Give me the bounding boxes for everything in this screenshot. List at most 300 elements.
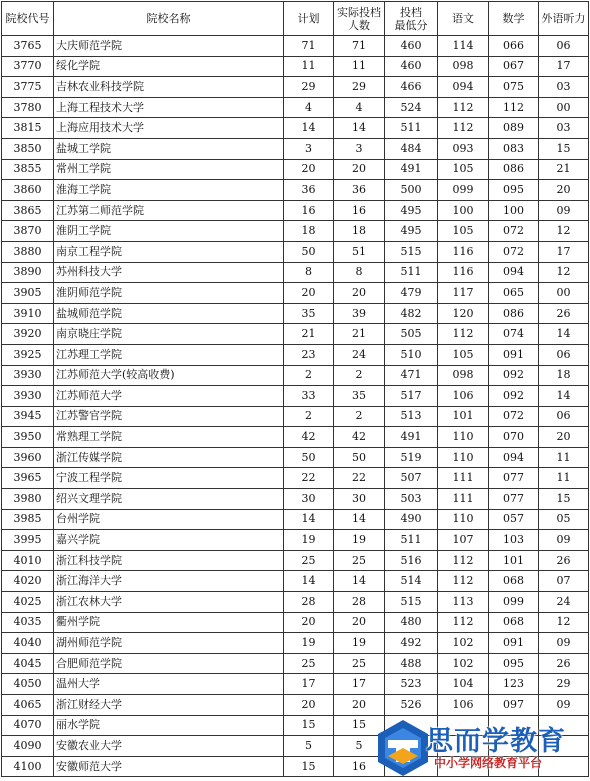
- cell-chinese: 098: [438, 56, 489, 77]
- cell-min-score: 490: [385, 509, 438, 530]
- cell-math: 057: [489, 509, 539, 530]
- cell-school-code: 3995: [2, 530, 54, 551]
- cell-actual-count: 3: [334, 138, 385, 159]
- cell-school-code: 3850: [2, 138, 54, 159]
- header-min-score: 投档 最低分: [385, 2, 438, 36]
- cell-actual-count: 29: [334, 77, 385, 98]
- cell-school-name: 安徽农业大学: [54, 736, 284, 757]
- table-row: [2, 386, 589, 407]
- cell-math: 092: [489, 386, 539, 407]
- cell-plan: 20: [284, 612, 334, 633]
- cell-actual-count: 20: [334, 695, 385, 716]
- cell-plan: 17: [284, 674, 334, 695]
- cell-foreign-listening: 18: [539, 365, 589, 386]
- cell-foreign-listening: 09: [539, 633, 589, 654]
- cell-math: 089: [489, 118, 539, 139]
- header-plan: 计划: [284, 2, 334, 36]
- cell-school-code: 3780: [2, 97, 54, 118]
- cell-school-code: 4040: [2, 633, 54, 654]
- cell-math: 086: [489, 303, 539, 324]
- cell-math: 094: [489, 262, 539, 283]
- cell-chinese: 106: [438, 695, 489, 716]
- cell-min-score: 519: [385, 447, 438, 468]
- cell-chinese: 111: [438, 468, 489, 489]
- cell-math: 099: [489, 592, 539, 613]
- cell-actual-count: 51: [334, 241, 385, 262]
- cell-foreign-listening: 07: [539, 571, 589, 592]
- cell-chinese: 098: [438, 365, 489, 386]
- cell-plan: 22: [284, 468, 334, 489]
- cell-chinese: 112: [438, 612, 489, 633]
- cell-school-code: 3870: [2, 221, 54, 242]
- cell-min-score: 484: [385, 138, 438, 159]
- cell-school-name: 浙江海洋大学: [54, 571, 284, 592]
- cell-actual-count: 35: [334, 386, 385, 407]
- table-row: [2, 56, 589, 77]
- cell-school-code: 3855: [2, 159, 54, 180]
- cell-school-code: 3815: [2, 118, 54, 139]
- cell-foreign-listening: 06: [539, 344, 589, 365]
- cell-actual-count: 14: [334, 571, 385, 592]
- cell-school-name: 常熟理工学院: [54, 427, 284, 448]
- cell-school-name: 苏州科技大学: [54, 262, 284, 283]
- cell-min-score: 523: [385, 674, 438, 695]
- cell-math: 101: [489, 550, 539, 571]
- cell-chinese: 114: [438, 36, 489, 57]
- cell-school-name: 绥化学院: [54, 56, 284, 77]
- cell-foreign-listening: 11: [539, 447, 589, 468]
- cell-plan: 30: [284, 489, 334, 510]
- cell-actual-count: 25: [334, 653, 385, 674]
- cell-foreign-listening: 00: [539, 283, 589, 304]
- cell-math: 123: [489, 674, 539, 695]
- cell-math: 065: [489, 283, 539, 304]
- cell-min-score: 488: [385, 653, 438, 674]
- table-row: [2, 303, 589, 324]
- cell-plan: 20: [284, 159, 334, 180]
- cell-math: 066: [489, 36, 539, 57]
- cell-school-name: 盐城师范学院: [54, 303, 284, 324]
- cell-school-code: 4070: [2, 715, 54, 736]
- cell-min-score: 479: [385, 283, 438, 304]
- cell-school-code: 4100: [2, 756, 54, 777]
- cell-chinese: 112: [438, 571, 489, 592]
- cell-min-score: 491: [385, 427, 438, 448]
- cell-school-name: 江苏警官学院: [54, 406, 284, 427]
- table-row: [2, 509, 589, 530]
- cell-actual-count: 25: [334, 550, 385, 571]
- cell-chinese: 105: [438, 344, 489, 365]
- cell-school-code: 4010: [2, 550, 54, 571]
- cell-plan: 16: [284, 200, 334, 221]
- header-math: 数学: [489, 2, 539, 36]
- cell-foreign-listening: 11: [539, 468, 589, 489]
- cell-chinese: 107: [438, 530, 489, 551]
- cell-school-code: 3945: [2, 406, 54, 427]
- cell-min-score: 505: [385, 324, 438, 345]
- cell-min-score: 524: [385, 97, 438, 118]
- cell-plan: 42: [284, 427, 334, 448]
- cell-plan: 20: [284, 695, 334, 716]
- table-row: [2, 468, 589, 489]
- cell-school-name: 大庆师范学院: [54, 36, 284, 57]
- cell-school-name: 丽水学院: [54, 715, 284, 736]
- cell-actual-count: 19: [334, 530, 385, 551]
- cell-min-score: 460: [385, 56, 438, 77]
- cell-chinese: 120: [438, 303, 489, 324]
- cell-actual-count: 20: [334, 159, 385, 180]
- cell-plan: 18: [284, 221, 334, 242]
- cell-min-score: 517: [385, 386, 438, 407]
- cell-plan: 33: [284, 386, 334, 407]
- watermark-title: 思而学教育: [426, 726, 566, 757]
- cell-foreign-listening: 09: [539, 695, 589, 716]
- cell-school-name: 淮海工学院: [54, 180, 284, 201]
- header-school-code: 院校代号: [2, 2, 54, 36]
- cell-foreign-listening: 20: [539, 427, 589, 448]
- cell-chinese: 112: [438, 97, 489, 118]
- cell-school-name: 宁波工程学院: [54, 468, 284, 489]
- cell-school-code: 3775: [2, 77, 54, 98]
- cell-plan: 36: [284, 180, 334, 201]
- cell-math: 095: [489, 653, 539, 674]
- cell-math: 094: [489, 447, 539, 468]
- cell-actual-count: 16: [334, 756, 385, 777]
- cell-min-score: 503: [385, 489, 438, 510]
- cell-min-score: 495: [385, 221, 438, 242]
- cell-math: 086: [489, 159, 539, 180]
- cell-school-name: 台州学院: [54, 509, 284, 530]
- cell-min-score: 511: [385, 262, 438, 283]
- cell-actual-count: 8: [334, 262, 385, 283]
- table-row: [2, 365, 589, 386]
- cell-min-score: 511: [385, 118, 438, 139]
- cell-school-code: 4045: [2, 653, 54, 674]
- cell-math: 103: [489, 530, 539, 551]
- cell-foreign-listening: 17: [539, 56, 589, 77]
- cell-min-score: 480: [385, 612, 438, 633]
- cell-math: 091: [489, 344, 539, 365]
- cell-plan: 28: [284, 592, 334, 613]
- cell-school-code: 3860: [2, 180, 54, 201]
- cell-foreign-listening: 15: [539, 489, 589, 510]
- cell-foreign-listening: 14: [539, 386, 589, 407]
- cell-math: 072: [489, 221, 539, 242]
- cell-actual-count: 14: [334, 509, 385, 530]
- cell-foreign-listening: 06: [539, 406, 589, 427]
- table-row: [2, 592, 589, 613]
- table-row: [2, 653, 589, 674]
- cell-min-score: 510: [385, 344, 438, 365]
- table-row: [2, 571, 589, 592]
- cell-plan: 2: [284, 365, 334, 386]
- cell-min-score: 500: [385, 180, 438, 201]
- cell-min-score: 515: [385, 592, 438, 613]
- cell-school-code: 3880: [2, 241, 54, 262]
- cell-math: 072: [489, 406, 539, 427]
- cell-chinese: 101: [438, 406, 489, 427]
- cell-plan: 29: [284, 77, 334, 98]
- cell-math: 077: [489, 468, 539, 489]
- cell-school-name: 吉林农业科技学院: [54, 77, 284, 98]
- table-row: [2, 262, 589, 283]
- cell-actual-count: 50: [334, 447, 385, 468]
- table-row: [2, 612, 589, 633]
- table-row: [2, 200, 589, 221]
- table-row: [2, 633, 589, 654]
- cell-actual-count: 5: [334, 736, 385, 757]
- cell-school-name: 上海工程技术大学: [54, 97, 284, 118]
- cell-actual-count: 4: [334, 97, 385, 118]
- table-row: [2, 283, 589, 304]
- cell-actual-count: 15: [334, 715, 385, 736]
- cell-foreign-listening: 21: [539, 159, 589, 180]
- cell-chinese: 100: [438, 200, 489, 221]
- cell-school-name: 江苏师范大学(较高收费): [54, 365, 284, 386]
- cell-school-name: 南京晓庄学院: [54, 324, 284, 345]
- cell-school-code: 4065: [2, 695, 54, 716]
- cell-foreign-listening: 29: [539, 674, 589, 695]
- cell-plan: 3: [284, 138, 334, 159]
- cell-math: 112: [489, 97, 539, 118]
- cell-school-name: 浙江财经大学: [54, 695, 284, 716]
- cell-school-name: 浙江传媒学院: [54, 447, 284, 468]
- cell-school-code: 3930: [2, 365, 54, 386]
- cell-school-code: 3905: [2, 283, 54, 304]
- table-row: [2, 221, 589, 242]
- cell-chinese: 106: [438, 386, 489, 407]
- table-row: [2, 77, 589, 98]
- cell-plan: 21: [284, 324, 334, 345]
- cell-foreign-listening: 12: [539, 262, 589, 283]
- cell-school-name: 上海应用技术大学: [54, 118, 284, 139]
- table-row: [2, 530, 589, 551]
- cell-chinese: 117: [438, 283, 489, 304]
- cell-min-score: 492: [385, 633, 438, 654]
- cell-school-name: 江苏理工学院: [54, 344, 284, 365]
- cell-plan: 19: [284, 530, 334, 551]
- cell-actual-count: 14: [334, 118, 385, 139]
- cell-math: 074: [489, 324, 539, 345]
- cell-actual-count: 28: [334, 592, 385, 613]
- cell-chinese: 113: [438, 592, 489, 613]
- cell-chinese: 094: [438, 77, 489, 98]
- table-row: [2, 118, 589, 139]
- cell-plan: 15: [284, 756, 334, 777]
- cell-min-score: 471: [385, 365, 438, 386]
- cell-plan: 2: [284, 406, 334, 427]
- cell-school-code: 3865: [2, 200, 54, 221]
- cell-school-code: 3950: [2, 427, 54, 448]
- cell-chinese: 110: [438, 427, 489, 448]
- cell-school-name: 江苏第二师范学院: [54, 200, 284, 221]
- cell-math: 095: [489, 180, 539, 201]
- cell-plan: 4: [284, 97, 334, 118]
- cell-plan: 14: [284, 118, 334, 139]
- header-foreign-listening: 外语听力: [539, 2, 589, 36]
- cell-foreign-listening: 09: [539, 200, 589, 221]
- cell-plan: 20: [284, 283, 334, 304]
- table-row: [2, 180, 589, 201]
- cell-chinese: 102: [438, 653, 489, 674]
- cell-school-code: 4090: [2, 736, 54, 757]
- cell-chinese: 112: [438, 118, 489, 139]
- cell-foreign-listening: 05: [539, 509, 589, 530]
- cell-school-name: 南京工程学院: [54, 241, 284, 262]
- cell-school-code: 3910: [2, 303, 54, 324]
- cell-actual-count: 16: [334, 200, 385, 221]
- cell-actual-count: 39: [334, 303, 385, 324]
- cell-foreign-listening: 24: [539, 592, 589, 613]
- cell-chinese: 116: [438, 262, 489, 283]
- hexagon-logo-icon: [374, 718, 432, 778]
- watermark-subtitle: 中小学网络教育平台: [434, 756, 543, 770]
- cell-school-code: 4025: [2, 592, 54, 613]
- cell-school-code: 3930: [2, 386, 54, 407]
- cell-chinese: 102: [438, 633, 489, 654]
- cell-school-name: 常州工学院: [54, 159, 284, 180]
- cell-chinese: 116: [438, 241, 489, 262]
- watermark: [374, 718, 588, 780]
- cell-foreign-listening: 03: [539, 77, 589, 98]
- cell-foreign-listening: 17: [539, 241, 589, 262]
- cell-actual-count: 42: [334, 427, 385, 448]
- cell-min-score: 511: [385, 530, 438, 551]
- cell-school-name: 浙江农林大学: [54, 592, 284, 613]
- table-row: [2, 674, 589, 695]
- cell-chinese: 093: [438, 138, 489, 159]
- cell-foreign-listening: 15: [539, 138, 589, 159]
- cell-actual-count: 2: [334, 406, 385, 427]
- cell-foreign-listening: 14: [539, 324, 589, 345]
- cell-actual-count: 20: [334, 612, 385, 633]
- cell-min-score: 507: [385, 468, 438, 489]
- cell-min-score: 526: [385, 695, 438, 716]
- table-row: [2, 241, 589, 262]
- cell-plan: 25: [284, 653, 334, 674]
- cell-math: 100: [489, 200, 539, 221]
- cell-school-code: 3985: [2, 509, 54, 530]
- cell-school-code: 3965: [2, 468, 54, 489]
- cell-school-name: 盐城工学院: [54, 138, 284, 159]
- cell-math: 067: [489, 56, 539, 77]
- table-row: [2, 695, 589, 716]
- cell-school-code: 4020: [2, 571, 54, 592]
- cell-foreign-listening: 09: [539, 530, 589, 551]
- cell-chinese: 105: [438, 159, 489, 180]
- header-row: [2, 2, 589, 36]
- cell-actual-count: 17: [334, 674, 385, 695]
- cell-min-score: 491: [385, 159, 438, 180]
- cell-school-name: 温州大学: [54, 674, 284, 695]
- cell-math: 070: [489, 427, 539, 448]
- cell-actual-count: 18: [334, 221, 385, 242]
- table-row: [2, 427, 589, 448]
- cell-min-score: 482: [385, 303, 438, 324]
- cell-foreign-listening: 12: [539, 612, 589, 633]
- cell-math: 077: [489, 489, 539, 510]
- cell-school-name: 浙江科技学院: [54, 550, 284, 571]
- cell-actual-count: 20: [334, 283, 385, 304]
- cell-school-code: 3770: [2, 56, 54, 77]
- header-chinese: 语文: [438, 2, 489, 36]
- cell-chinese: 099: [438, 180, 489, 201]
- cell-school-name: 绍兴文理学院: [54, 489, 284, 510]
- cell-plan: 5: [284, 736, 334, 757]
- cell-chinese: 110: [438, 447, 489, 468]
- cell-plan: 71: [284, 36, 334, 57]
- cell-chinese: 111: [438, 489, 489, 510]
- cell-min-score: 516: [385, 550, 438, 571]
- cell-plan: 15: [284, 715, 334, 736]
- cell-math: 097: [489, 695, 539, 716]
- cell-actual-count: 11: [334, 56, 385, 77]
- cell-chinese: 104: [438, 674, 489, 695]
- cell-school-code: 3920: [2, 324, 54, 345]
- cell-school-name: 湖州师范学院: [54, 633, 284, 654]
- cell-math: 068: [489, 571, 539, 592]
- cell-actual-count: 2: [334, 365, 385, 386]
- cell-foreign-listening: 12: [539, 221, 589, 242]
- cell-plan: 11: [284, 56, 334, 77]
- cell-actual-count: 24: [334, 344, 385, 365]
- cell-school-code: 4035: [2, 612, 54, 633]
- cell-actual-count: 21: [334, 324, 385, 345]
- cell-school-code: 3960: [2, 447, 54, 468]
- cell-school-name: 江苏师范大学: [54, 386, 284, 407]
- cell-school-name: 衢州学院: [54, 612, 284, 633]
- cell-math: 075: [489, 77, 539, 98]
- cell-plan: 8: [284, 262, 334, 283]
- cell-actual-count: 30: [334, 489, 385, 510]
- table-row: [2, 550, 589, 571]
- table-row: [2, 324, 589, 345]
- cell-min-score: 514: [385, 571, 438, 592]
- cell-foreign-listening: 20: [539, 180, 589, 201]
- cell-chinese: 110: [438, 509, 489, 530]
- cell-plan: 25: [284, 550, 334, 571]
- cell-math: 092: [489, 365, 539, 386]
- cell-plan: 14: [284, 571, 334, 592]
- cell-foreign-listening: 26: [539, 653, 589, 674]
- cell-foreign-listening: 00: [539, 97, 589, 118]
- header-actual-count: 实际投档 人数: [334, 2, 385, 36]
- cell-school-code: 3765: [2, 36, 54, 57]
- cell-chinese: 112: [438, 324, 489, 345]
- cell-min-score: 495: [385, 200, 438, 221]
- cell-plan: 19: [284, 633, 334, 654]
- table-row: [2, 159, 589, 180]
- cell-actual-count: 22: [334, 468, 385, 489]
- cell-math: 091: [489, 633, 539, 654]
- cell-math: 068: [489, 612, 539, 633]
- cell-math: 083: [489, 138, 539, 159]
- table-row: [2, 489, 589, 510]
- cell-school-code: 3925: [2, 344, 54, 365]
- cell-school-name: 嘉兴学院: [54, 530, 284, 551]
- cell-plan: 50: [284, 447, 334, 468]
- cell-school-name: 合肥师范学院: [54, 653, 284, 674]
- cell-chinese: 112: [438, 550, 489, 571]
- cell-plan: 14: [284, 509, 334, 530]
- cell-min-score: 515: [385, 241, 438, 262]
- cell-school-name: 淮阴工学院: [54, 221, 284, 242]
- table-row: [2, 447, 589, 468]
- cell-actual-count: 71: [334, 36, 385, 57]
- cell-min-score: 466: [385, 77, 438, 98]
- cell-plan: 50: [284, 241, 334, 262]
- cell-actual-count: 36: [334, 180, 385, 201]
